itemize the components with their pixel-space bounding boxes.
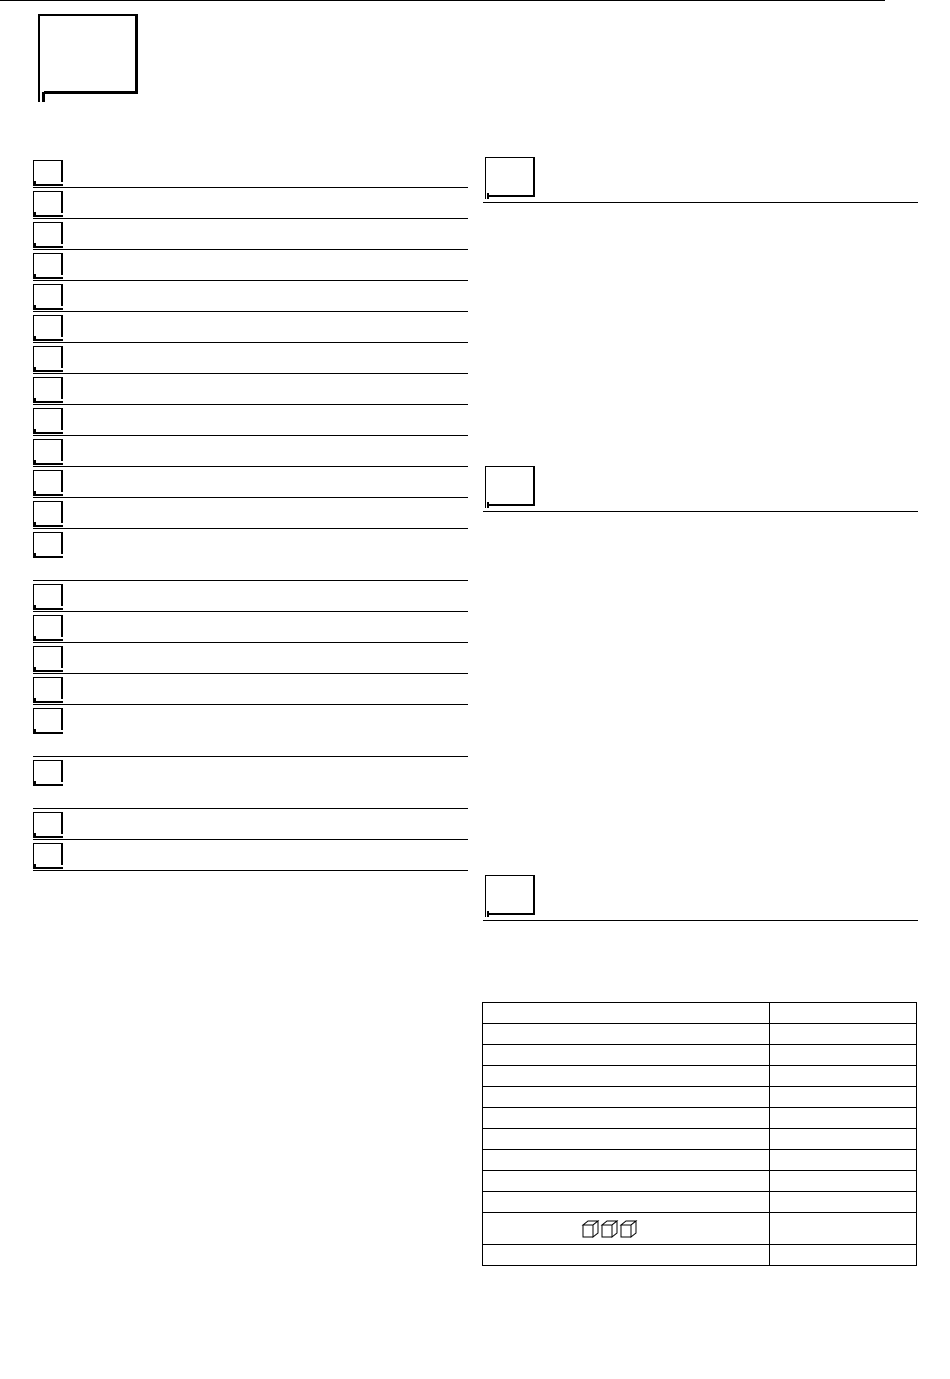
table-cell: [483, 1192, 770, 1213]
table-cell: [483, 1003, 770, 1024]
entry-box-icon: [33, 222, 63, 248]
table-cell: [770, 1003, 917, 1024]
logo-icon: [38, 14, 138, 102]
spec-table: [482, 1002, 917, 1266]
table-cell: [483, 1245, 770, 1266]
section-box-icon: [485, 157, 535, 199]
three-cubes-icon: [581, 1219, 639, 1239]
entry-box-icon: [33, 677, 63, 703]
table-row: [483, 1213, 917, 1245]
table-cell: [770, 1192, 917, 1213]
entry-box-icon: [33, 760, 63, 786]
table-cell: [770, 1129, 917, 1150]
list-item: [33, 405, 468, 436]
table-cell: [770, 1087, 917, 1108]
list-item: [33, 467, 468, 498]
table-row: [483, 1171, 917, 1192]
entry-box-icon: [33, 708, 63, 734]
entry-box-icon: [33, 284, 63, 310]
entry-box-icon: [33, 253, 63, 279]
list-item: [33, 498, 468, 529]
table-cell: [770, 1171, 917, 1192]
list-item: [33, 219, 468, 250]
table-cell: [483, 1213, 770, 1245]
table-cell: [770, 1024, 917, 1045]
table-cell: [483, 1108, 770, 1129]
entry-box-icon: [33, 377, 63, 403]
header-rule: [0, 0, 885, 1]
list-item: [33, 188, 468, 219]
table-cell: [483, 1024, 770, 1045]
table-cell: [483, 1171, 770, 1192]
section-header-3: [483, 875, 918, 921]
table-row: [483, 1245, 917, 1266]
entry-box-icon: [33, 646, 63, 672]
entry-box-icon: [33, 315, 63, 341]
list-item: [33, 250, 468, 281]
entry-box-icon: [33, 346, 63, 372]
list-item: [33, 436, 468, 467]
table-cell: [770, 1213, 917, 1245]
table-cell: [770, 1245, 917, 1266]
list-item: [33, 529, 468, 581]
section-header-2: [483, 466, 918, 512]
list-item: [33, 809, 468, 840]
table-cell: [770, 1150, 917, 1171]
list-item: [33, 343, 468, 374]
list-item: [33, 157, 468, 188]
table-cell: [770, 1108, 917, 1129]
list-item: [33, 581, 468, 612]
table-cell: [483, 1150, 770, 1171]
table-row: [483, 1108, 917, 1129]
entry-box-icon: [33, 408, 63, 434]
table-row: [483, 1066, 917, 1087]
entry-box-icon: [33, 615, 63, 641]
table-cell: [483, 1087, 770, 1108]
list-item: [33, 281, 468, 312]
section-box-icon: [485, 466, 535, 508]
entry-box-icon: [33, 532, 63, 558]
table-row: [483, 1192, 917, 1213]
table-row: [483, 1087, 917, 1108]
entry-box-icon: [33, 584, 63, 610]
entry-box-icon: [33, 501, 63, 527]
list-item: [33, 374, 468, 405]
table-row: [483, 1003, 917, 1024]
list-item: [33, 840, 468, 871]
list-item: [33, 674, 468, 705]
entry-box-icon: [33, 470, 63, 496]
table-cell: [770, 1066, 917, 1087]
entry-box-icon: [33, 439, 63, 465]
table-cell: [483, 1129, 770, 1150]
list-item: [33, 312, 468, 343]
table-cell: [483, 1045, 770, 1066]
table-row: [483, 1045, 917, 1066]
section-box-icon: [485, 875, 535, 917]
table-cell: [770, 1045, 917, 1066]
table-row: [483, 1129, 917, 1150]
list-item: [33, 643, 468, 674]
table-cell: [483, 1066, 770, 1087]
entry-box-icon: [33, 160, 63, 186]
table-row: [483, 1150, 917, 1171]
entry-box-icon: [33, 191, 63, 217]
entry-box-icon: [33, 843, 63, 869]
entry-box-icon: [33, 812, 63, 838]
list-item: [33, 612, 468, 643]
list-item: [33, 757, 468, 809]
list-item: [33, 705, 468, 757]
section-header-1: [483, 157, 918, 203]
table-row: [483, 1024, 917, 1045]
